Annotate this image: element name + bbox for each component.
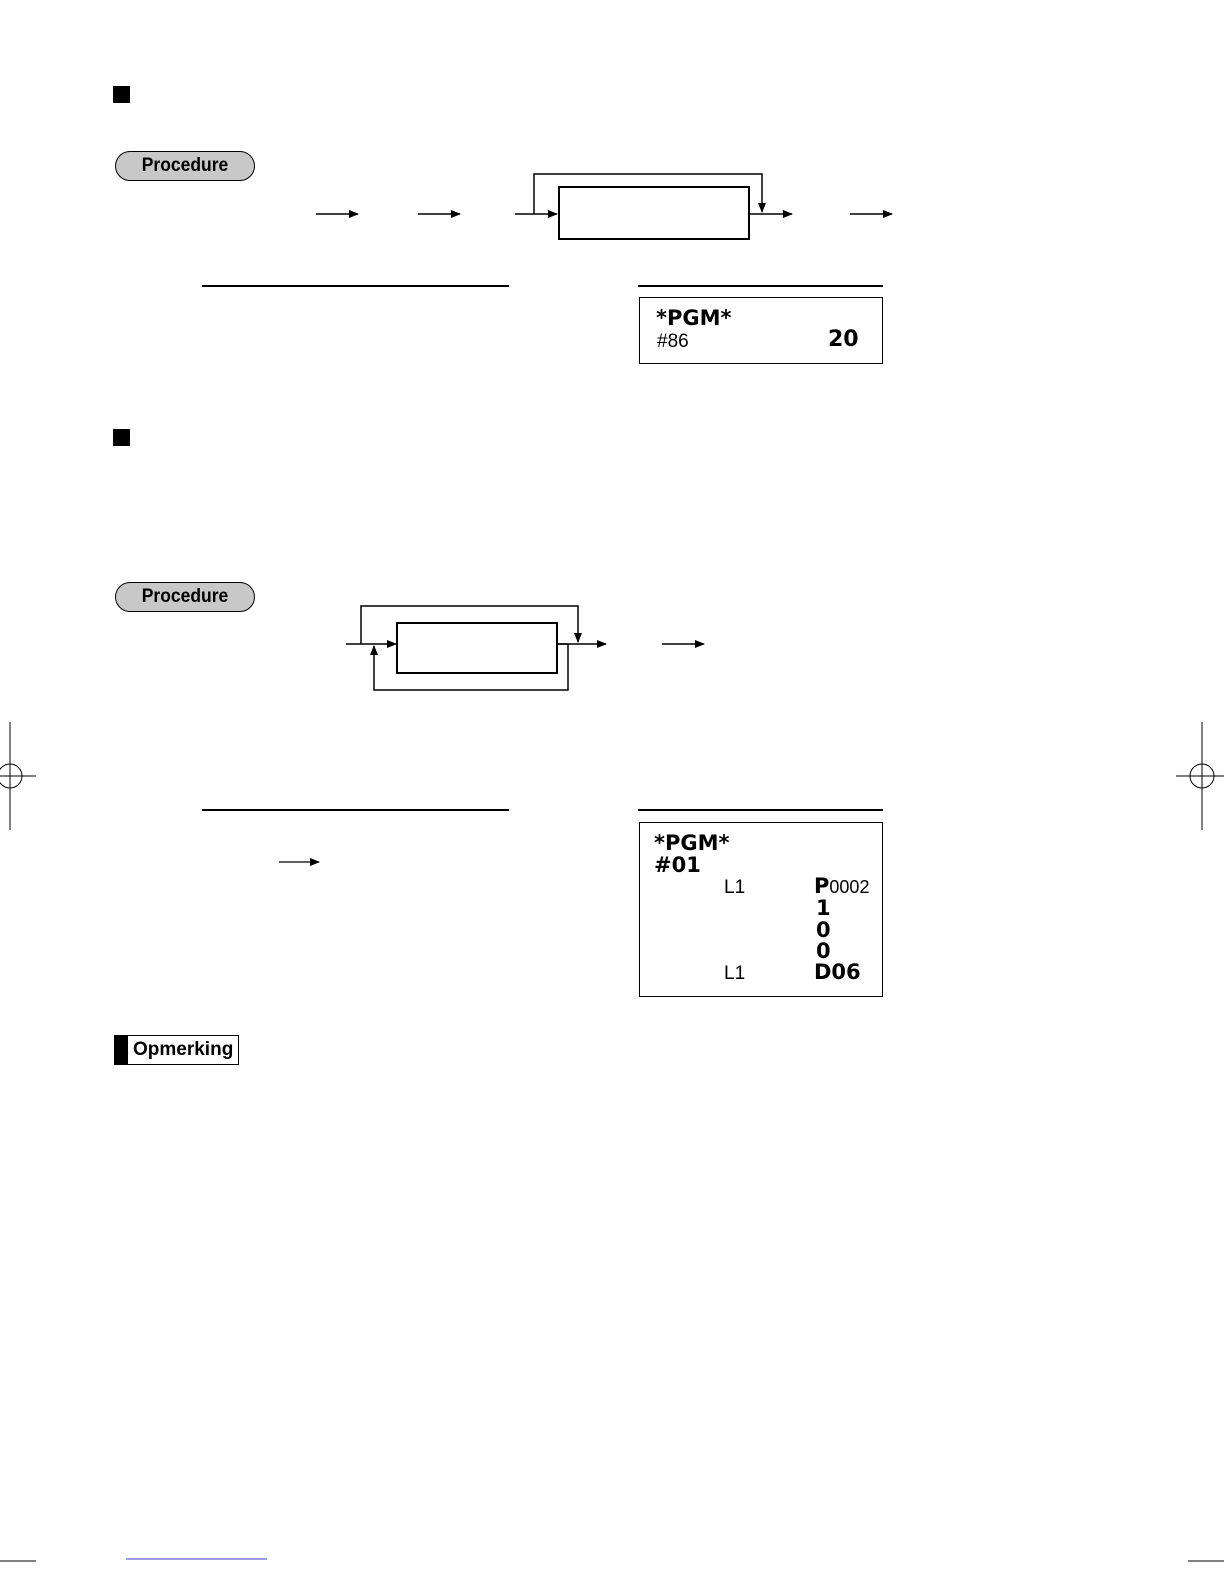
- display-row-right-big: 0: [816, 939, 831, 963]
- note-label: Opmerking: [133, 1039, 234, 1060]
- display-row-right-big: P: [814, 874, 830, 898]
- procedure-label: Procedure: [141, 586, 229, 607]
- right-registration-mark: [1176, 722, 1224, 830]
- display-line2-left: #86: [657, 331, 689, 352]
- display-row-right-big: D06: [814, 960, 861, 984]
- display-row-left: L1: [724, 963, 746, 984]
- display-row-right-big: 0: [816, 918, 831, 942]
- display-line2: #01: [654, 853, 701, 877]
- display-row-right-small: 0002: [829, 877, 870, 897]
- display-line2-right: 20: [828, 327, 859, 352]
- display-row-right-big: 1: [816, 896, 831, 920]
- procedure-label: Procedure: [141, 155, 229, 176]
- display-row-left: L1: [724, 877, 746, 898]
- left-registration-mark: [0, 722, 36, 830]
- display-line1: *PGM*: [654, 831, 730, 855]
- display-line1: *PGM*: [656, 306, 732, 330]
